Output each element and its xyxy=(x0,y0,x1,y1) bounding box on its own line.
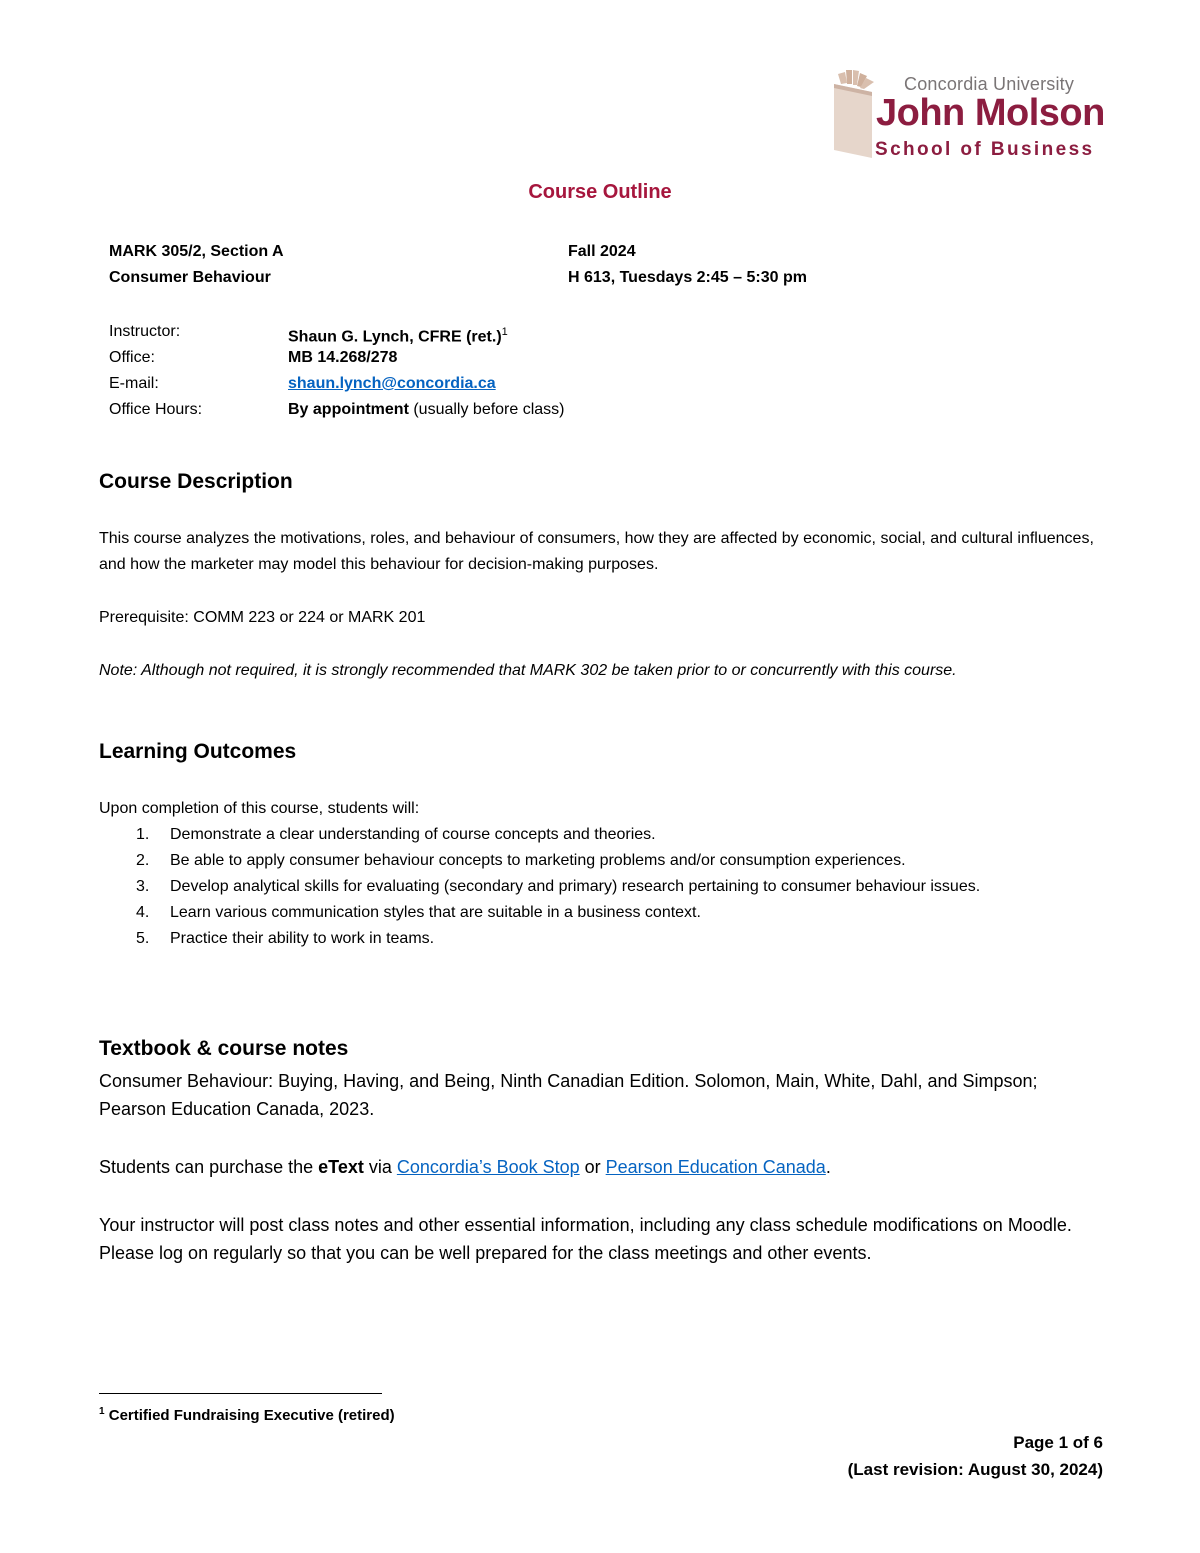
pearson-link[interactable]: Pearson Education Canada xyxy=(605,1157,826,1177)
list-item-number: 2. xyxy=(136,852,150,869)
email-value xyxy=(288,371,496,397)
office-hours-label: Office Hours: xyxy=(109,401,203,418)
course-note: Note: Although not required, it is strongly recommended that MARK 302 be taken prior to or concurrently with this course. xyxy=(99,662,957,679)
office-hours-bold: By appointment xyxy=(288,401,409,418)
prerequisite-text: Prerequisite: COMM 223 or 224 or MARK 201 xyxy=(99,609,426,626)
last-revision: (Last revision: August 30, 2024) xyxy=(847,1460,1103,1479)
textbook-heading: Textbook & course notes xyxy=(99,1037,349,1060)
course-term: Fall 2024 xyxy=(568,243,636,260)
office-hours-rest: (usually before class) xyxy=(408,401,565,418)
logo-school-subtitle: School of Business xyxy=(875,139,1095,160)
instructor-name: Shaun G. Lynch, CFRE (ret.) xyxy=(288,328,502,346)
etext-label: eText xyxy=(318,1157,364,1177)
textbook-citation: Consumer Behaviour: Buying, Having, and Being, Ninth Canadian Edition. Solomon, Main, White, Dahl, and Simpson; Pearson Education Canada, 2023. xyxy=(99,1071,1038,1119)
jmsb-logo xyxy=(832,70,1105,165)
office-label: Office: xyxy=(109,349,155,366)
course-schedule: H 613, Tuesdays 2:45 – 5:30 pm xyxy=(568,269,807,286)
footnote-text: Certified Fundraising Executive (retired) xyxy=(104,1407,395,1424)
course-description-text: This course analyzes the motivations, roles, and behaviour of consumers, how they are affected by economic, social, and cultural influences, and how the marketer may model this behaviour for decision-making purposes. xyxy=(99,530,1094,573)
logo-university-text: Concordia University xyxy=(904,74,1075,94)
list-item-text: Be able to apply consumer behaviour concepts to marketing problems and/or consumption experiences. xyxy=(170,852,906,869)
footnote-ref[interactable]: 1 xyxy=(501,326,508,338)
logo-school-name: John Molson xyxy=(876,92,1105,134)
list-item xyxy=(99,874,1109,900)
office-hours-value xyxy=(288,397,565,423)
page-number: Page 1 of 6 xyxy=(1013,1433,1103,1452)
moodle-notice: Your instructor will post class notes and other essential information, including any class schedule modifications on Moodle. Please log on regularly so that you can be well prepared for the class meetings and other events. xyxy=(99,1215,1072,1263)
list-item-number: 3. xyxy=(136,878,150,895)
list-item-text: Demonstrate a clear understanding of course concepts and theories. xyxy=(170,826,656,843)
email-link[interactable]: shaun.lynch@concordia.ca xyxy=(288,375,496,392)
office-value: MB 14.268/278 xyxy=(288,349,398,366)
list-item-number: 4. xyxy=(136,904,150,921)
list-item-text: Practice their ability to work in teams. xyxy=(170,930,435,947)
learning-outcomes-heading: Learning Outcomes xyxy=(99,740,297,763)
purchase-pre: Students can purchase the xyxy=(99,1157,319,1177)
purchase-end: . xyxy=(825,1157,831,1177)
learning-outcomes-intro: Upon completion of this course, students will: xyxy=(99,800,420,817)
purchase-text xyxy=(99,1153,1109,1181)
list-item xyxy=(99,926,1109,952)
instructor-label: Instructor: xyxy=(109,323,181,340)
list-item xyxy=(99,900,1109,926)
footnote xyxy=(99,1406,395,1424)
list-item xyxy=(99,848,1109,874)
email-label: E-mail: xyxy=(109,375,159,392)
purchase-via: via xyxy=(363,1157,397,1177)
purchase-or: or xyxy=(579,1157,606,1177)
learning-outcomes-list xyxy=(99,822,1109,952)
list-item-number: 5. xyxy=(136,930,150,947)
bookstop-link[interactable]: Concordia’s Book Stop xyxy=(396,1157,580,1177)
list-item-text: Learn various communication styles that are suitable in a business context. xyxy=(170,904,701,921)
footnote-separator xyxy=(99,1393,382,1394)
book-logo-icon xyxy=(832,70,880,160)
page-title: Course Outline xyxy=(528,181,672,203)
list-item-text: Develop analytical skills for evaluating (secondary and primary) research pertaining to consumer behaviour issues. xyxy=(170,878,981,895)
course-code: MARK 305/2, Section A xyxy=(109,243,284,260)
list-item xyxy=(99,822,1109,848)
list-item-number: 1. xyxy=(136,826,150,843)
course-name: Consumer Behaviour xyxy=(109,269,271,286)
footnote-number: 1 xyxy=(99,1406,105,1417)
course-description-heading: Course Description xyxy=(99,470,293,493)
